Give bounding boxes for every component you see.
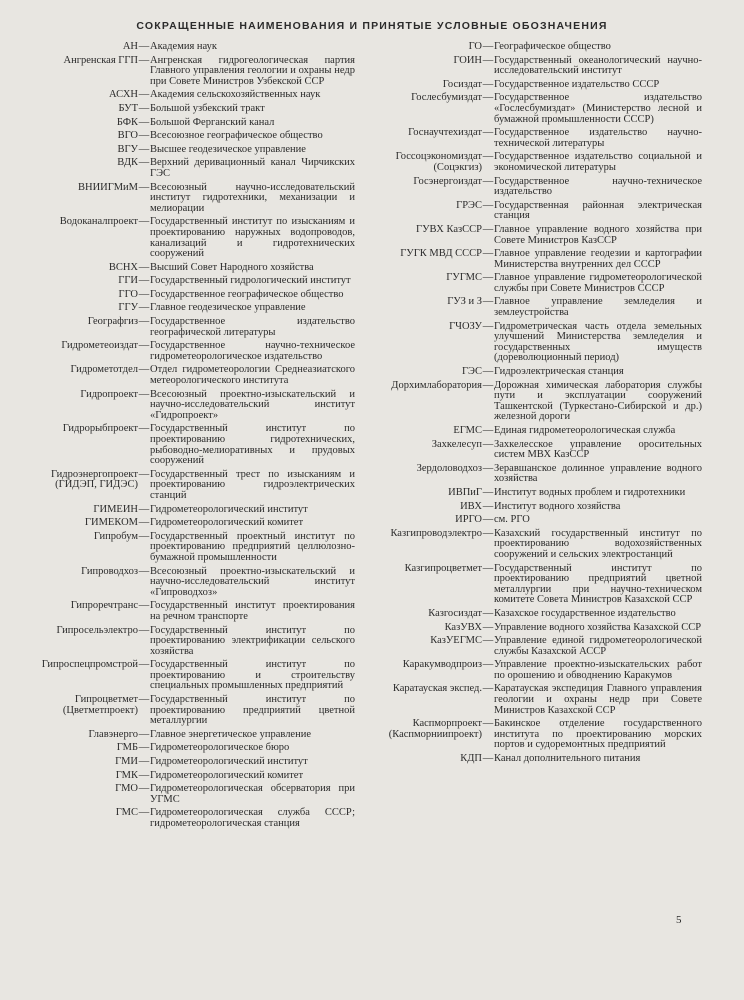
entry-abbreviation: КДП [460,753,482,765]
glossary-entry [362,719,702,751]
entry-abbreviation: КазУЕГМС [430,635,482,647]
entry-dash: — [482,223,494,235]
entry-dash: — [482,54,494,66]
entry-dash: — [482,527,494,539]
entry-dash: — [482,486,494,498]
entry-abbreviation: Гипросельэлектро [56,624,138,636]
right-column [362,42,702,768]
entry-abbreviation: ГИМЕКОМ [84,517,138,529]
glossary-entry [30,217,355,259]
entry-definition: Институт водного хозяйства [494,500,621,512]
glossary-entry [30,532,355,564]
entry-abbreviation: Госсоцэкономиздат (Соцэкгиз) [395,151,482,173]
glossary-entry [362,684,702,716]
glossary-entry [362,42,702,53]
entry-dash: — [138,340,150,352]
entry-definition: Большой Ферганский канал [150,116,275,128]
entry-abbreviation: Казгипроцветмет [404,562,482,574]
entry-dash: — [138,517,150,529]
entry-dash: — [138,302,150,314]
entry-definition: Государственный институт по проектированию и строительству специальных промышленных предприятий [150,659,355,692]
entry-abbreviation: Гидрометотдел [70,364,138,376]
entry-dash: — [138,756,150,768]
glossary-entry [362,440,702,461]
glossary-entry [362,623,702,634]
glossary-entry [362,515,702,526]
entry-dash: — [138,216,150,228]
entry-definition: Главное управление водного хозяйства при Совете Министров КазССР [494,223,702,246]
entry-definition: Верхний деривационный канал Чирчикских ГЭС [150,157,355,179]
entry-abbreviation: ГМБ [116,742,138,754]
page-number: 5 [676,914,682,926]
entry-dash: — [482,127,494,139]
entry-definition: Государственное издательство географической литературы [150,316,355,338]
entry-dash: — [138,742,150,754]
entry-dash: — [482,718,494,730]
entry-definition: Казахский государственный институт по проектированию водохозяйственных сооружений и сельских электростанций [494,527,702,560]
entry-definition: Государственное издательство СССР [494,78,660,90]
entry-definition: Главное управление гидрометеорологической службы при Совете Министров СССР [494,272,702,294]
entry-definition: Бакинское отделение государственного института по проектированию морских портов и судоремонтных предприятий [494,718,702,751]
entry-abbreviation: ГУВХ КазССР [416,223,482,235]
entry-abbreviation: Водоканалпроект [59,216,138,228]
entry-definition: Государственное научно-техническое издательство [494,175,702,198]
entry-definition: Всесоюзный проектно-изыскательский и научно-исследовательский институт «Гидропроект» [150,388,355,421]
entry-abbreviation: Госэнергоиздат [413,175,482,187]
entry-dash: — [482,607,494,619]
entry-dash: — [482,659,494,671]
entry-definition: Гидрометеорологический институт [150,756,308,768]
glossary-entry [30,743,355,754]
glossary-entry [362,249,702,270]
entry-abbreviation: Казгипроводэлектро [390,527,482,539]
glossary-entry [30,276,355,287]
glossary-entry [362,381,702,423]
entry-dash: — [138,102,150,114]
entry-abbreviation: ГРЭС [456,199,482,211]
entry-dash: — [482,366,494,378]
entry-abbreviation: ГГИ [118,275,138,287]
glossary-entry [362,464,702,485]
entry-dash: — [138,388,150,400]
entry-definition: Дорожная химическая лаборатория службы пути и эксплуатации сооружений Ташкентской (Туркестано-Сибирской и др.) железной дороги [494,379,702,423]
entry-abbreviation: Гипробум [93,530,138,542]
glossary-entry [30,365,355,386]
entry-definition: Государственное научно-техническое гидрометеорологическое издательство [150,340,355,362]
glossary-entry [362,56,702,77]
glossary-entry [362,426,702,437]
glossary-entry [362,152,702,173]
entry-definition: Географическое общество [494,41,611,52]
entry-dash: — [138,316,150,328]
glossary-entry [30,263,355,274]
entry-definition: Главное управление геодезии и картографии Министерства внутренних дел СССР [494,248,702,270]
glossary-entry [30,317,355,338]
entry-dash: — [482,500,494,512]
entry-dash: — [138,783,150,795]
entry-definition: Государственный институт по проектированию предприятий цветной металлургии при научно-техническом комитете Совета Министров Казахской ССР [494,562,702,606]
entry-definition: Единая гидрометеорологическая служба [494,425,676,436]
glossary-entry [30,183,355,215]
glossary-entry [30,601,355,622]
entry-abbreviation: ГУГМС [446,272,482,284]
entry-dash: — [482,425,494,436]
entry-definition: Гидрометеорологическая служба СССР; гидрометеорологическая станция [150,807,355,829]
entry-abbreviation: ВГО [117,130,138,142]
entry-abbreviation: КазУВХ [444,621,482,633]
glossary-entry [30,145,355,156]
entry-definition: Гидрометеорологическое бюро [150,742,290,754]
entry-dash: — [138,769,150,781]
glossary-entry [362,128,702,149]
entry-dash: — [482,248,494,260]
entry-abbreviation: ГГО [118,288,138,300]
entry-abbreviation: АСХН [109,89,138,101]
entry-abbreviation: ЕГМС [453,425,482,436]
entry-definition: Отдел гидрометеорологии Среднеазиатского метеорологического института [150,364,355,387]
entry-abbreviation: Главэнерго [88,728,138,740]
entry-dash: — [138,89,150,101]
entry-abbreviation: ИРГО [455,514,482,526]
entry-definition: Институт водных проблем и гидротехники [494,486,686,498]
entry-definition: Захкелесское управление оросительных систем МВХ КазССР [494,438,702,461]
entry-dash: — [138,288,150,300]
entry-definition: Гидрометрическая часть отдела земельных улучшений Министерства земледелия и государственных имуществ (дореволюционный период) [494,320,702,364]
entry-dash: — [482,753,494,765]
entry-definition: Гидрометеорологическая обсерватория при УГМС [150,783,355,805]
entry-abbreviation: БФК [116,116,138,128]
entry-definition: Всесоюзный проектно-изыскательский и научно-исследовательский институт «Гипроводхоз» [150,565,355,598]
entry-dash: — [482,272,494,284]
entry-abbreviation: Захкелесуп [431,438,482,450]
entry-abbreviation: ВДК [117,157,138,169]
entry-dash: — [138,565,150,577]
entry-definition: Управление водного хозяйства Казахской ССР [494,621,702,633]
entry-definition: Ангренская гидрогеологическая партия Главного управления геологии и охраны недр при Совете Министров Узбекской ССР [150,54,355,87]
glossary-entry [362,367,702,378]
entry-definition: Государственный трест по изысканиям и проектированию гидроэлектрических станций [150,468,355,501]
entry-abbreviation: Госнаучтехиздат [408,127,482,139]
entry-dash: — [482,514,494,526]
glossary-entry [30,131,355,142]
entry-dash: — [482,296,494,308]
glossary-entry [362,80,702,91]
entry-definition: Государственный океанологический научно-исследовательский институт [494,54,702,77]
glossary-entry [362,177,702,198]
entry-dash: — [138,41,150,52]
glossary-entry [362,322,702,364]
entry-definition: Государственный институт проектирования на речном транспорте [150,600,355,622]
entry-dash: — [482,562,494,574]
entry-dash: — [482,92,494,104]
entry-definition: Академия наук [150,41,218,52]
entry-abbreviation: Казгосиздат [428,607,482,619]
entry-dash: — [138,468,150,480]
entry-dash: — [482,379,494,391]
entry-dash: — [138,807,150,819]
entry-dash: — [138,261,150,273]
entry-definition: Академия сельскохозяйственных наук [150,89,321,101]
glossary-entry [30,290,355,301]
entry-definition: Высшее геодезическое управление [150,143,306,155]
glossary-entry [30,626,355,658]
glossary-entry [362,273,702,294]
entry-dash: — [138,600,150,612]
entry-abbreviation: Ангренская ГГП [63,54,138,66]
glossary-entry [362,488,702,499]
glossary-entry [30,730,355,741]
entry-definition: Государственная районная электрическая станция [494,199,702,222]
entry-definition: Главное управление земледелия и землеустройства [494,296,702,319]
entry-definition: Главное геодезическое управление [150,302,306,314]
entry-dash: — [138,275,150,287]
entry-dash: — [482,41,494,52]
entry-abbreviation: Гипроцветмет (Цветметпроект) [62,694,138,716]
entry-definition: Государственное издательство «Гослесбумиздат» (Министерство лесной и бумажной промышленности СССР) [494,92,702,125]
entry-dash: — [138,503,150,515]
entry-definition: Каратауская экспедиция Главного управления геологии и охраны недр при Совете Министров Казахской ССР [494,683,702,716]
entry-dash: — [482,320,494,332]
entry-abbreviation: ИВПиГ [448,486,482,498]
entry-abbreviation: Гидрорыбпроект [62,423,138,435]
glossary-entry [30,42,355,53]
glossary-entry [30,695,355,727]
entry-dash: — [138,728,150,740]
glossary-entry [30,90,355,101]
glossary-entry [30,771,355,782]
left-column [30,42,355,833]
glossary-entry [30,341,355,362]
entry-abbreviation: ГЧОЗУ [449,320,482,332]
entry-dash: — [482,621,494,633]
glossary-entry [30,505,355,516]
entry-dash: — [482,199,494,211]
entry-definition: Зеравшанское долинное управление водного хозяйства [494,462,702,485]
entry-abbreviation: ГО [468,41,482,52]
glossary-entry [30,104,355,115]
entry-dash: — [482,175,494,187]
entry-dash: — [138,54,150,66]
glossary-entry [30,757,355,768]
entry-definition: Большой узбекский тракт [150,102,265,114]
glossary-entry [362,529,702,561]
glossary-entry [362,201,702,222]
glossary-entry [362,297,702,318]
entry-abbreviation: Каракумводпроиз [402,659,482,671]
glossary-entry [30,470,355,502]
entry-definition: Государственный институт по проектированию предприятий цветной металлургии [150,694,355,727]
entry-dash: — [482,78,494,90]
entry-abbreviation: Гипроречтранс [70,600,138,612]
glossary-entry [362,660,702,681]
glossary-entry [30,390,355,422]
entry-definition: Гидрометеорологический комитет [150,769,304,781]
entry-abbreviation: ВГУ [117,143,138,155]
entry-abbreviation: Гидроэнергопроект (ГИДЭП, ГИДЭС) [50,468,138,491]
entry-abbreviation: ГУГК МВД СССР [400,248,482,260]
entry-definition: Главное энергетическое управление [150,728,311,740]
entry-dash: — [138,143,150,155]
entry-dash: — [138,130,150,142]
entry-definition: Гидроэлектрическая станция [494,366,624,378]
entry-abbreviation: АН [122,41,138,52]
entry-dash: — [138,116,150,128]
glossary-entry [30,56,355,88]
entry-dash: — [138,157,150,169]
entry-dash: — [482,462,494,474]
entry-abbreviation: Гослесбумиздат [411,92,482,104]
entry-dash: — [138,423,150,435]
entry-abbreviation: ГГУ [118,302,138,314]
entry-dash: — [138,624,150,636]
entry-abbreviation: Гипроводхоз [81,565,138,577]
entry-abbreviation: Госиздат [442,78,482,90]
glossary-entry [362,502,702,513]
entry-dash: — [138,694,150,706]
entry-dash: — [482,635,494,647]
entry-definition: Всесоюзный научно-исследовательский институт гидротехники, механизации и мелиорации [150,181,355,214]
glossary-entry [30,567,355,599]
glossary-entry [362,225,702,246]
entry-definition: Государственное издательство социальной и экономической литературы [494,151,702,173]
entry-abbreviation: Дорхимлаборатория [391,379,482,391]
entry-dash: — [138,181,150,193]
entry-dash: — [138,364,150,376]
glossary-entry [30,808,355,829]
entry-definition: Государственное издательство научно-технической литературы [494,127,702,149]
glossary-entry [30,660,355,692]
entry-definition: Всесоюзное географическое общество [150,130,323,142]
glossary-entry [362,609,702,620]
entry-definition: Гидрометеорологический институт [150,503,308,515]
page-title: СОКРАЩЕННЫЕ НАИМЕНОВАНИЯ И ПРИНЯТЫЕ УСЛОВНЫЕ ОБОЗНАЧЕНИЯ [136,20,608,32]
entry-definition: Канал дополнительного питания [494,753,641,765]
glossary-entry [362,754,702,765]
glossary-entry [362,564,702,606]
entry-abbreviation: ГИМЕИН [93,503,138,515]
glossary-entry [30,518,355,529]
entry-abbreviation: ГМИ [115,756,138,768]
entry-definition: Государственный институт по проектированию гидротехнических, рыбоводно-мелиоративных и прудовых сооружений [150,423,355,467]
entry-dash: — [482,151,494,163]
entry-abbreviation: ГЭС [461,366,482,378]
entry-abbreviation: ГУЗ и З [447,296,482,308]
entry-abbreviation: ГМК [115,769,138,781]
entry-definition: Управление единой гидрометеорологической службы Казахской АССР [494,635,702,657]
glossary-entry [362,636,702,657]
entry-abbreviation: Каспморпроект (Каспморниипроект) [388,718,482,740]
entry-abbreviation: Гидрометеоиздат [61,340,138,352]
entry-dash: — [138,530,150,542]
entry-abbreviation: Гидропроект [80,388,138,400]
entry-definition: Государственный гидрологический институт [150,275,351,287]
entry-abbreviation: Зердоловодхоз [416,462,482,474]
entry-definition: Казахское государственное издательство [494,607,676,619]
entry-definition: Государственное географическое общество [150,288,344,300]
entry-abbreviation: ВНИИГМиМ [78,181,138,193]
entry-abbreviation: ВСНХ [108,261,138,273]
entry-abbreviation: ГОИН [453,54,482,66]
entry-definition: Государственный проектный институт по проектированию предприятий целлюлозно-бумажной промышленности [150,530,355,563]
entry-dash: — [482,438,494,450]
glossary-entry [362,93,702,125]
entry-abbreviation: ИВХ [460,500,482,512]
glossary-entry [30,303,355,314]
entry-abbreviation: Каратауская экспед. [392,683,482,695]
entry-definition: Гидрометеорологический комитет [150,517,304,529]
entry-definition: Государственный институт по проектированию электрификации сельского хозяйства [150,624,355,657]
entry-definition: Государственный институт по изысканиям и проектированию наружных водопроводов, канализаций и гидротехнических сооружений [150,216,355,260]
entry-abbreviation: ГМО [115,783,138,795]
glossary-entry [30,118,355,129]
glossary-entry [30,158,355,179]
entry-abbreviation: БУТ [118,102,138,114]
entry-definition: Управление проектно-изыскательских работ по орошению и обводнению Каракумов [494,659,702,681]
entry-definition: Высший Совет Народного хозяйства [150,261,314,273]
glossary-entry [30,784,355,805]
entry-dash: — [482,683,494,695]
entry-abbreviation: ГМС [115,807,138,819]
entry-definition: см. РГО [494,514,530,526]
entry-abbreviation: Гипроспецпромстрой [41,659,138,671]
entry-dash: — [138,659,150,671]
entry-abbreviation: Географгиз [87,316,138,328]
glossary-entry [30,424,355,466]
